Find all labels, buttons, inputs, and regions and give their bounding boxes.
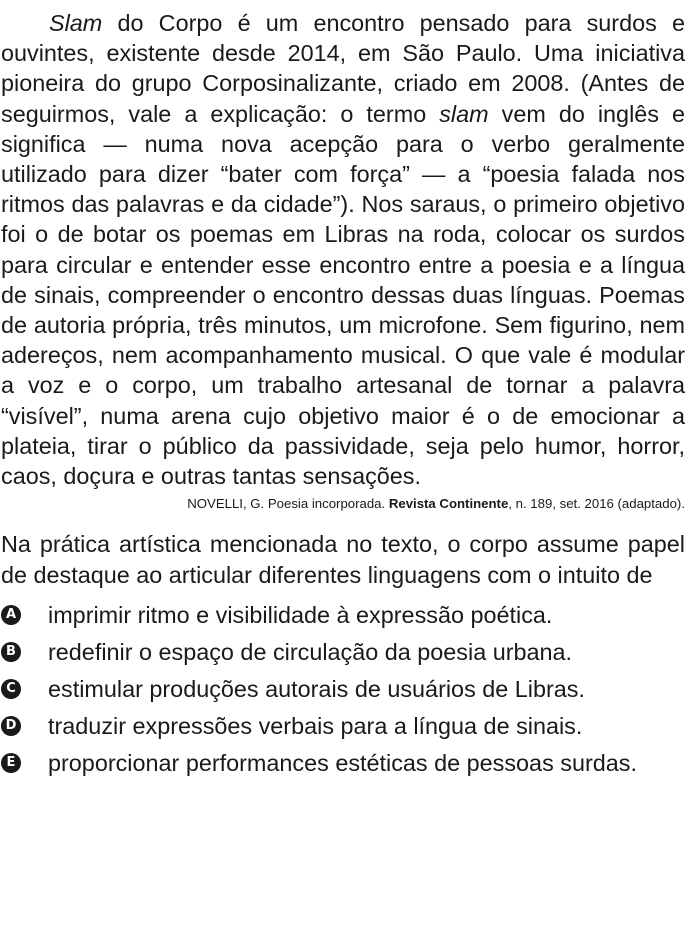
- option-a-letter-badge: A: [1, 605, 21, 625]
- option-d[interactable]: [1, 711, 685, 742]
- option-b[interactable]: [1, 637, 685, 668]
- passage-slam-term-2: slam: [439, 100, 489, 127]
- source-prefix: NOVELLI, G. Poesia incorporada.: [187, 496, 389, 512]
- option-b-text: redefinir o espaço de circulação da poesia urbana.: [48, 639, 573, 666]
- option-c[interactable]: [1, 674, 685, 705]
- question-stem: Na prática artística mencionada no texto, o corpo assume papel de destaque ao articular diferentes linguagens com o intuito de: [1, 531, 685, 588]
- source-journal: Revista Continente: [388, 496, 509, 512]
- passage-slam-term: Slam: [49, 10, 103, 36]
- passage-text: [1, 8, 685, 491]
- option-c-text: estimular produções autorais de usuários de Libras.: [48, 676, 585, 703]
- option-e[interactable]: [1, 748, 685, 779]
- option-d-letter-badge: D: [1, 716, 21, 736]
- passage-part-1: do Corpo é um encontro pensado para surdos e ouvintes, existente desde 2014, em São Paulo. Uma iniciativa pioneira do grupo Corposinalizante, criado em 2008. (Antes de seguirmos, vale a explicação: o termo: [1, 10, 685, 127]
- option-e-text: proporcionar performances estéticas de pessoas surdas.: [48, 750, 637, 777]
- option-e-letter-badge: E: [1, 753, 21, 773]
- option-b-letter-badge: B: [1, 642, 21, 662]
- option-c-letter-badge: C: [1, 679, 21, 699]
- source-citation: [1, 495, 685, 513]
- source-suffix: , n. 189, set. 2016 (adaptado).: [508, 496, 685, 512]
- option-a[interactable]: [1, 600, 685, 631]
- option-d-text: traduzir expressões verbais para a língua de sinais.: [48, 713, 583, 740]
- option-a-text: imprimir ritmo e visibilidade à expressão poética.: [48, 602, 553, 629]
- answer-options: [1, 600, 685, 779]
- passage-part-2: vem do inglês e significa — numa nova acepção para o verbo geralmente utilizado para dizer “bater com força” — a “poesia falada nos ritmos das palavras e da cidade”). Nos saraus, o primeiro objetivo foi o de botar os poemas em Libras na roda, colocar os surdos para circular e entender esse encontro entre a poesia e a língua de sinais, compreender o encontro dessas duas línguas. Poemas de autoria própria, três minutos, um microfone. Sem figurino, nem adereços, nem acompanhamento musical. O que vale é modular a voz e o corpo, um trabalho artesanal de tornar a palavra “visível”, numa arena cujo objetivo maior é o de emocionar a plateia, tirar o público da passividade, seja pelo humor, horror, caos, doçura e outras tantas sensações.: [1, 100, 685, 490]
